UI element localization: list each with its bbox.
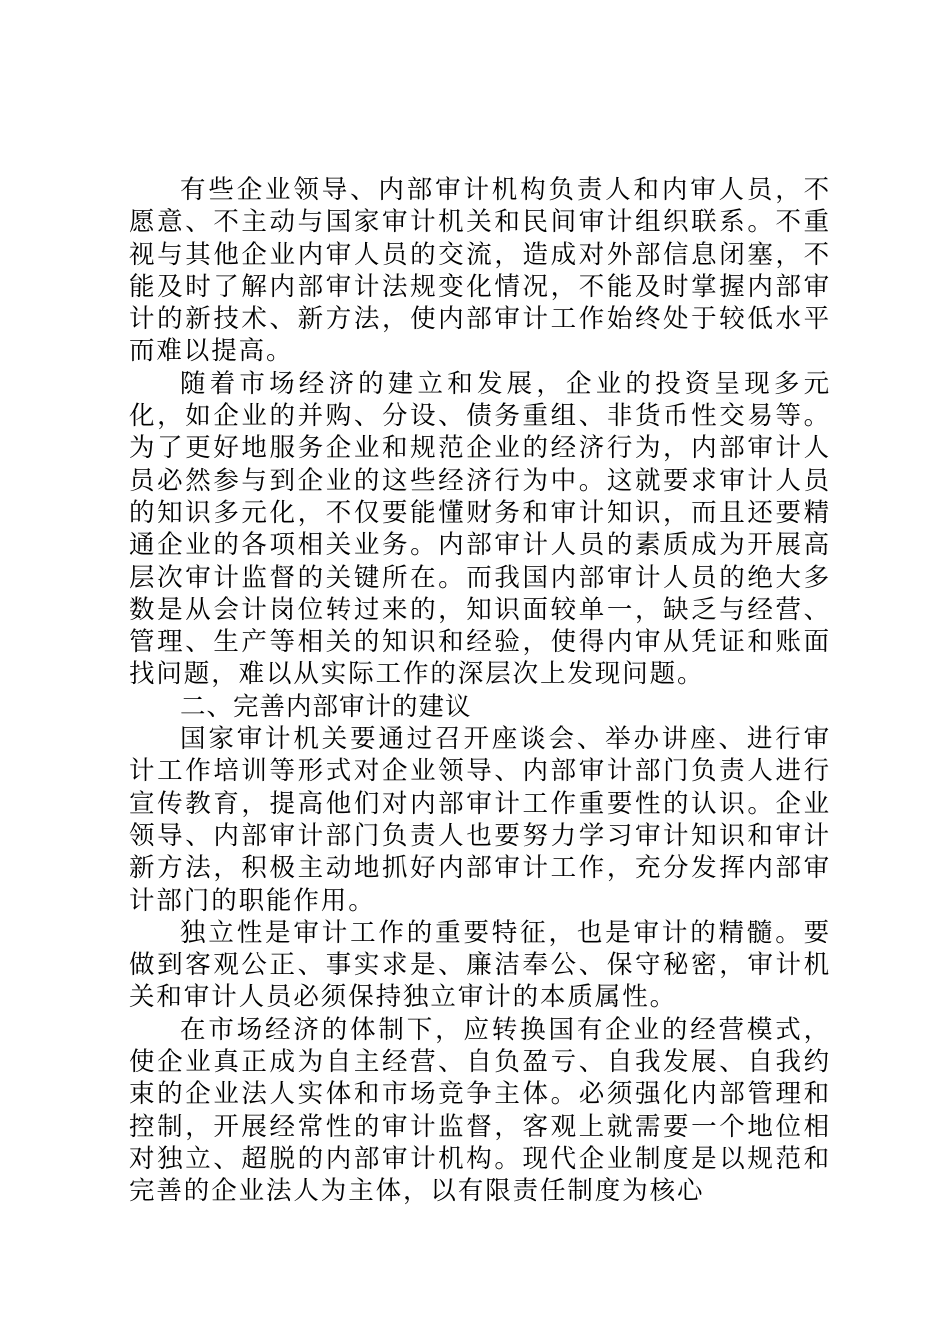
section-heading: 二、完善内部审计的建议 xyxy=(180,691,472,722)
document-body xyxy=(129,174,831,1208)
paragraph-market-economy: 在市场经济的体制下，应转换国有企业的经营模式，使企业真正成为自主经营、自负盈亏、自我发展、自我约束的企业法人实体和市场竞争主体。必须强化内部管理和控制，开展经常性的审计监督，客观上就需要一个地位相对独立、超脱的内部审计机构。现代企业制度是以规范和完善的企业法人为主体，以有限责任制度为核心 xyxy=(129,1014,831,1207)
paragraph-external-communication: 有些企业领导、内部审计机构负责人和内审人员，不愿意、不主动与国家审计机关和民间审计组织联系。不重视与其他企业内审人员的交流，造成对外部信息闭塞，不能及时了解内部审计法规变化情况，不能及时掌握内部审计的新技术、新方法，使内部审计工作始终处于较低水平而难以提高。 xyxy=(129,175,831,367)
paragraph-independence: 独立性是审计工作的重要特征，也是审计的精髓。要做到客观公正、事实求是、廉洁奉公、保守秘密，审计机关和审计人员必须保持独立审计的本质属性。 xyxy=(129,917,831,1013)
paragraph-publicity-education: 国家审计机关要通过召开座谈会、举办讲座、进行审计工作培训等形式对企业领导、内部审计部门负责人进行宣传教育，提高他们对内部审计工作重要性的认识。企业领导、内部审计部门负责人也要努力学习审计知识和审计新方法，积极主动地抓好内部审计工作，充分发挥内部审计部门的职能作用。 xyxy=(129,724,831,916)
paragraph-diversified-knowledge: 随着市场经济的建立和发展，企业的投资呈现多元化，如企业的并购、分设、债务重组、非货币性交易等。为了更好地服务企业和规范企业的经济行为，内部审计人员必然参与到企业的这些经济行为中。这就要求审计人员的知识多元化，不仅要能懂财务和审计知识，而且还要精通企业的各项相关业务。内部审计人员的素质成为开展高层次审计监督的关键所在。而我国内部审计人员的绝大多数是从会计岗位转过来的，知识面较单一，缺乏与经营、管理、生产等相关的知识和经验，使得内审从凭证和账面找问题，难以从实际工作的深层次上发现问题。 xyxy=(129,368,831,690)
